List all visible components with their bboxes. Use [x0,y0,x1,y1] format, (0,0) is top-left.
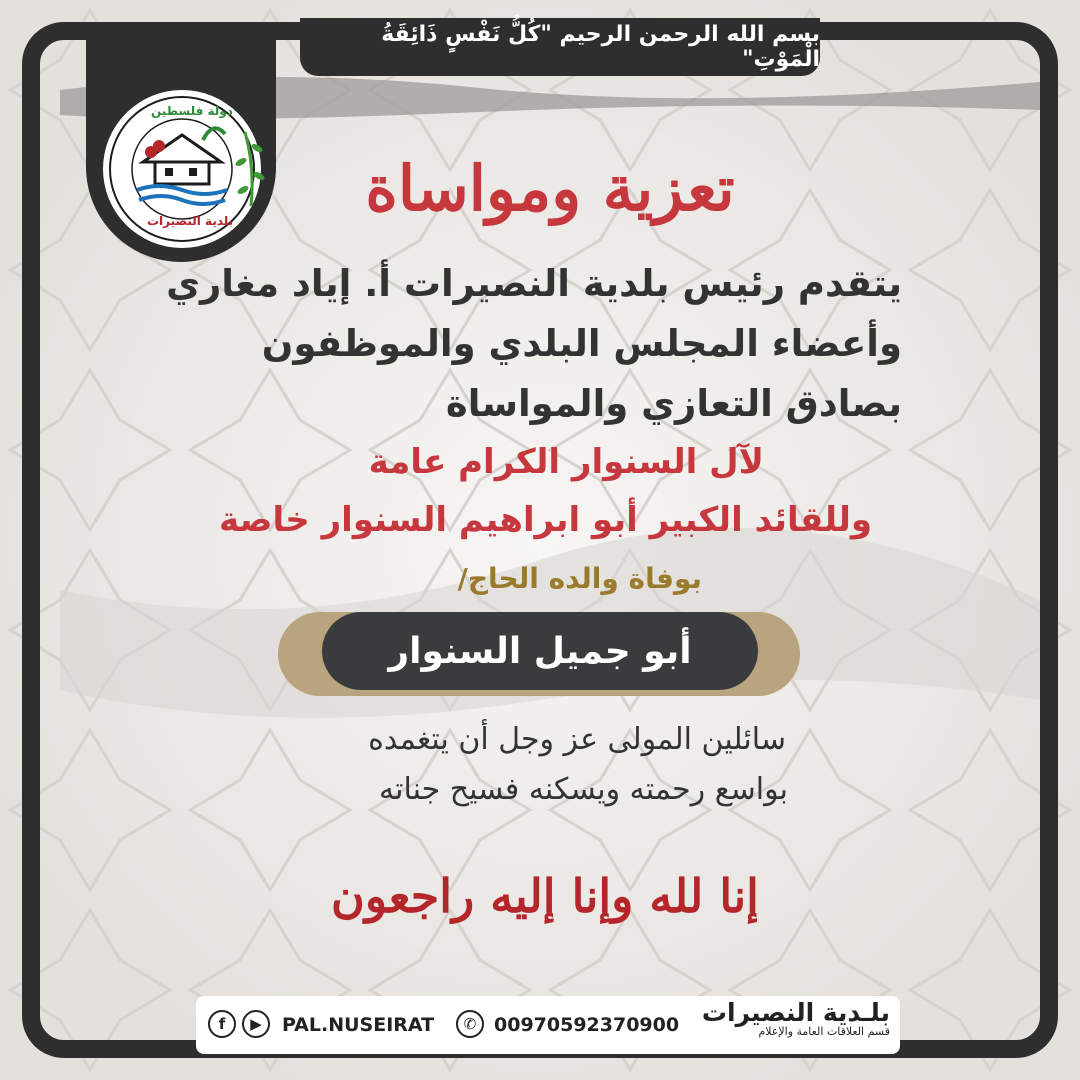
verse-banner: بسم الله الرحمن الرحيم "كُلُّ نَفْسٍ ذَائِقَةُ الْمَوْتِ" [300,18,820,76]
leader-line: وللقائد الكبير أبو ابراهيم السنوار خاصة [219,500,872,540]
closing-verse-text: إنا لله وإنا إليه راجعون [331,869,759,923]
phone-number[interactable]: 00970592370900 [494,1014,680,1036]
footer-org [702,998,890,1038]
logo-ring-text-top: دولة فلسطين [151,104,233,118]
condolence-title-text: تعزية ومواساة [365,152,735,225]
whatsapp-icon[interactable]: ✆ [456,1010,484,1038]
message-line-1: يتقدم رئيس بلدية النصيرات أ. إياد مغاري [166,262,902,305]
prayer-line-1: سائلين المولى عز وجل أن يتغمده [368,722,786,757]
message-line-2: وأعضاء المجلس البلدي والموظفون [261,322,902,365]
prayer-line-2: بواسع رحمته ويسكنه فسيح جناته [379,772,788,807]
youtube-icon[interactable]: ▶ [242,1010,270,1038]
footer-department: قسم العلاقات العامة والإعلام [758,1025,890,1038]
condolence-title [360,130,740,245]
message-line-3: بصادق التعازي والمواساة [445,382,902,425]
logo-ring-text-bottom: بلدية النصيرات [147,214,234,228]
facebook-icon[interactable]: f [208,1010,236,1038]
closing-verse [310,846,780,936]
footer-org-name: بلـدية النصيرات [701,998,890,1027]
municipality-logo [103,90,261,248]
social-handle[interactable]: PAL.NUSEIRAT [282,1014,435,1036]
death-intro-line: بوفاة والده الحاج/ [457,562,702,595]
family-line: لآل السنوار الكرام عامة [368,442,764,482]
olive-branch-icon [231,128,271,208]
deceased-name: أبو جميل السنوار [322,612,758,690]
